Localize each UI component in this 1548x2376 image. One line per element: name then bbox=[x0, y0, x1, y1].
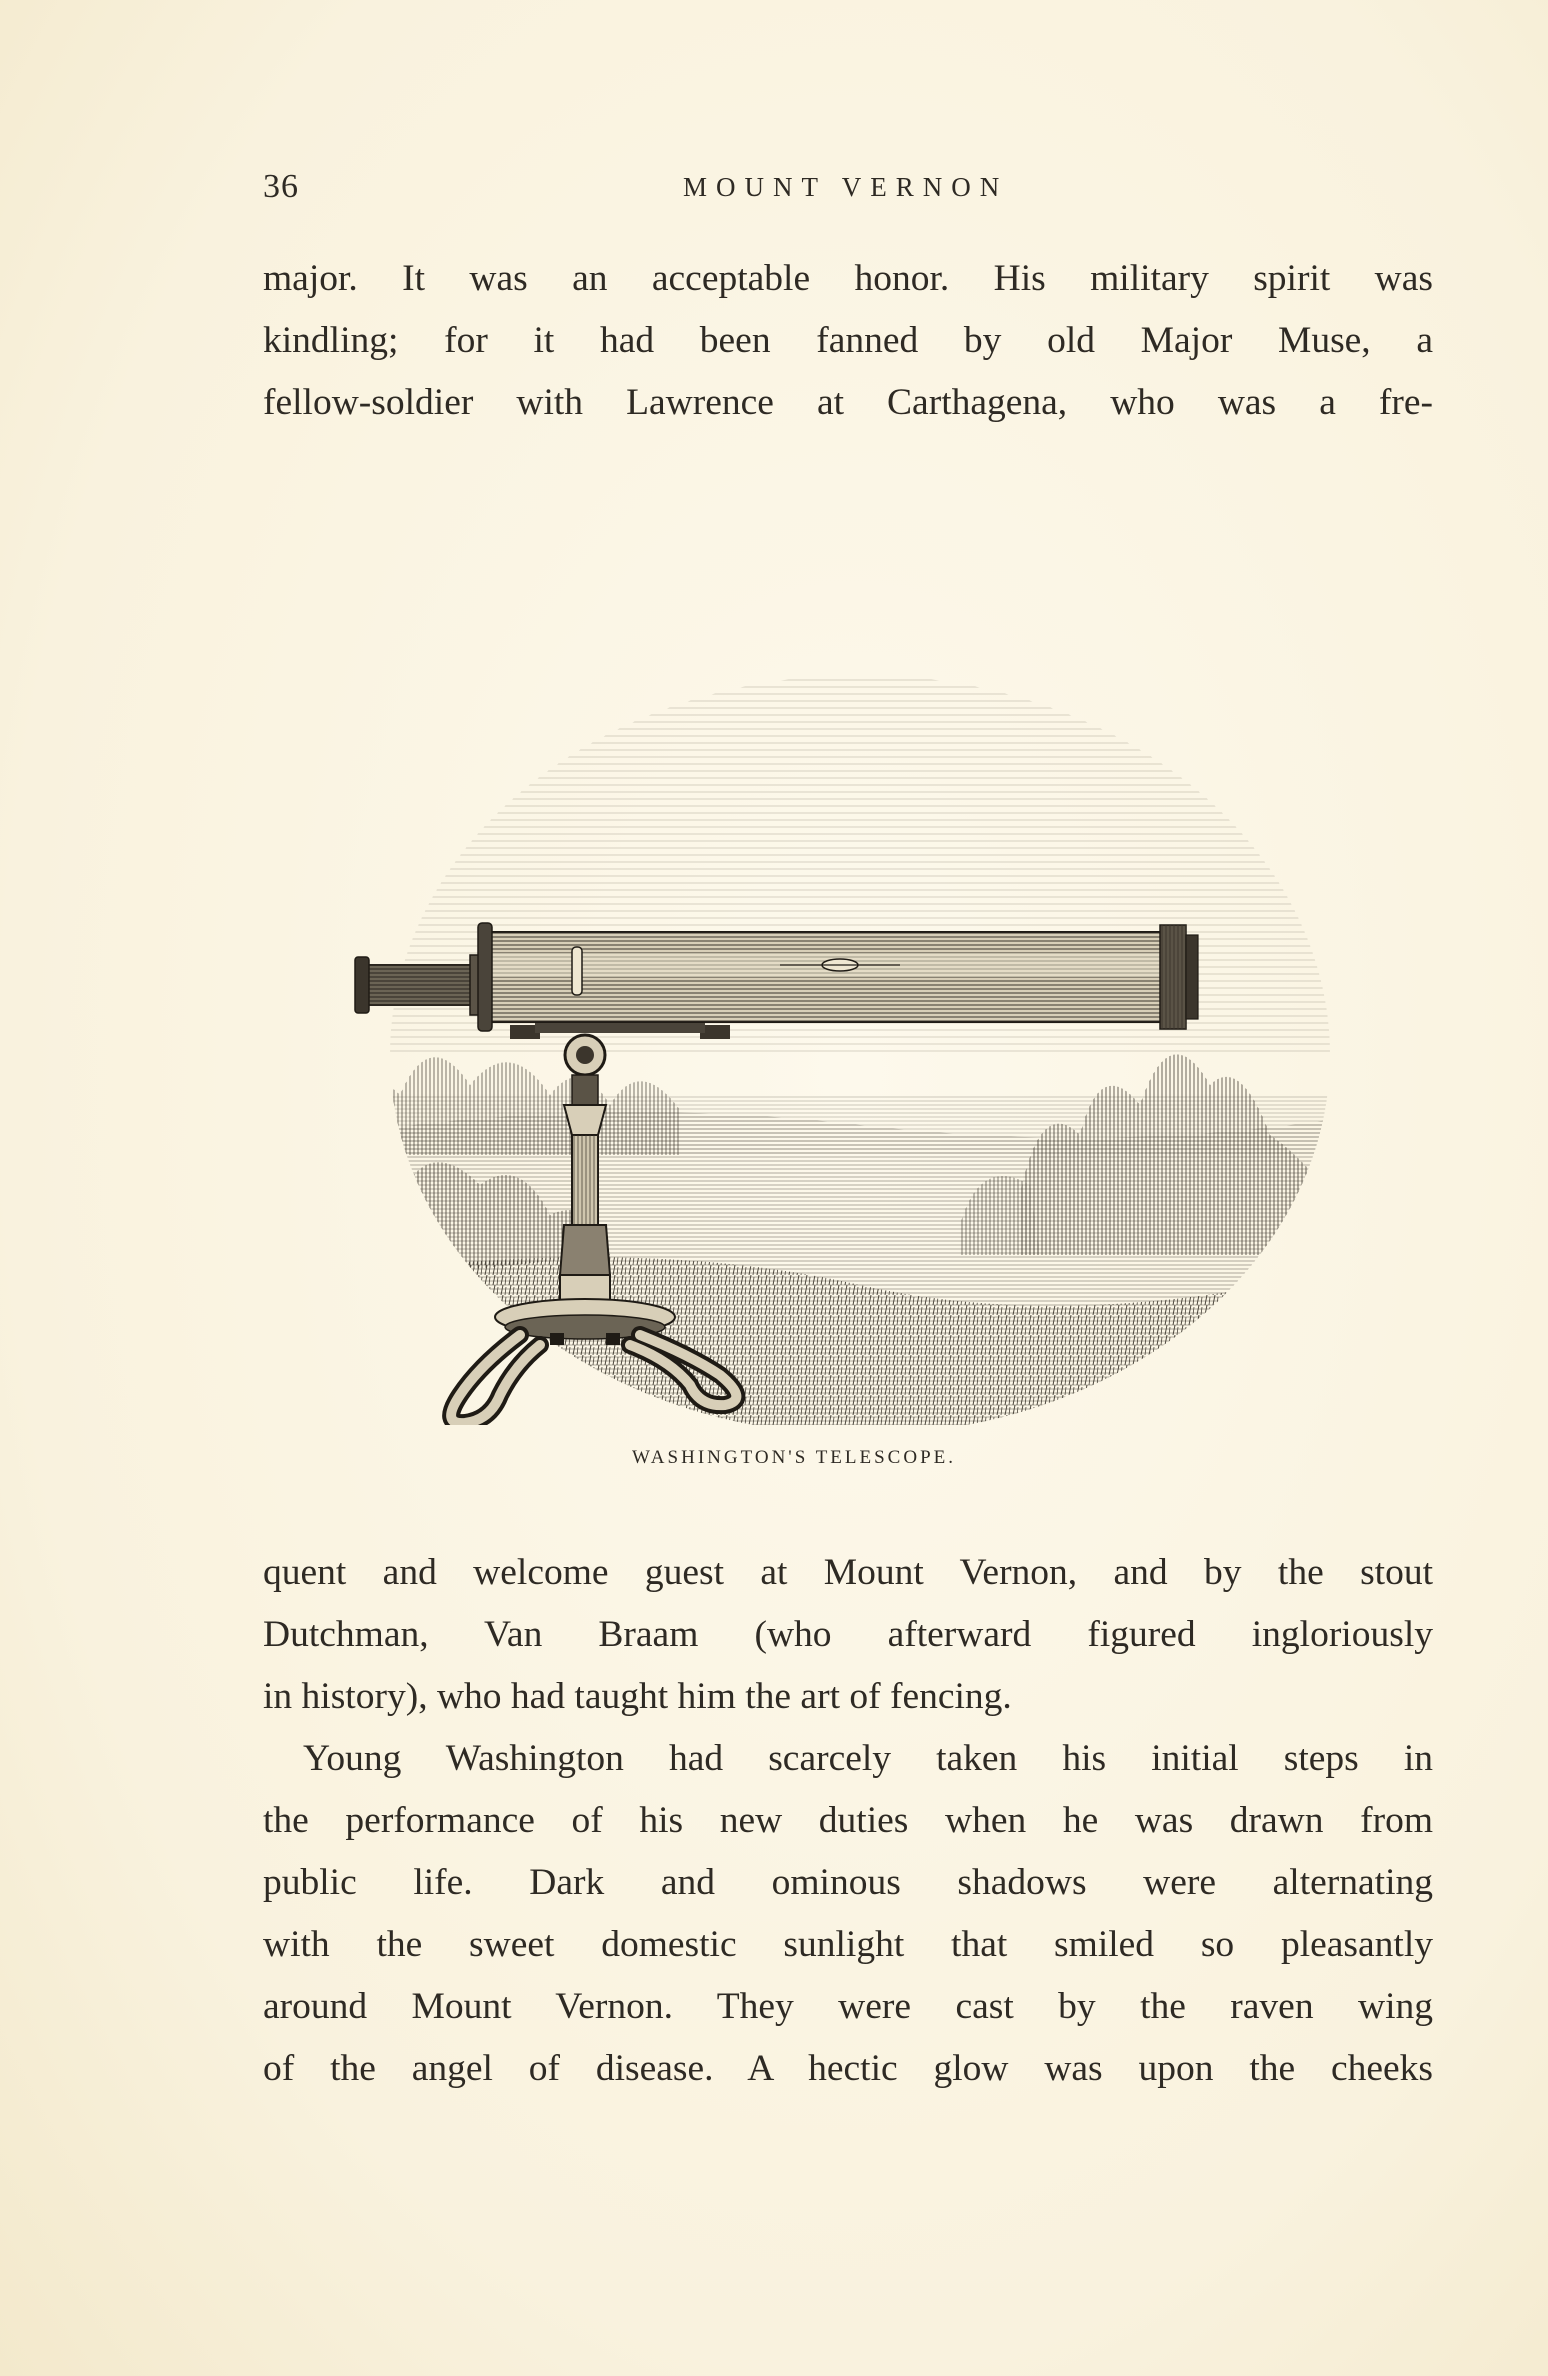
text-line: quent and welcome guest at Mount Vernon, and by the stout bbox=[263, 1552, 1433, 1593]
telescope-engraving bbox=[340, 495, 1360, 1425]
text-line: Dutchman, Van Braam (who afterward figured ingloriously bbox=[263, 1614, 1433, 1655]
text-line: of the angel of disease. A hectic glow was upon the cheeks bbox=[263, 2048, 1433, 2089]
text-line: Young Washington had scarcely taken his initial steps in bbox=[303, 1738, 1433, 1779]
text-line: around Mount Vernon. They were cast by the raven wing bbox=[263, 1986, 1433, 2027]
running-head bbox=[263, 168, 1433, 212]
text-line: with the sweet domestic sunlight that smiled so pleasantly bbox=[263, 1924, 1433, 1965]
body-paragraph bbox=[263, 1542, 1433, 1728]
text-line: major. It was an acceptable honor. His military spirit was bbox=[263, 258, 1433, 299]
text-line: public life. Dark and ominous shadows were alternating bbox=[263, 1862, 1433, 1903]
page-number: 36 bbox=[263, 168, 299, 205]
top-paragraph bbox=[263, 248, 1433, 434]
text-line: in history), who had taught him the art of fencing. bbox=[263, 1676, 1012, 1717]
text-line: fellow-soldier with Lawrence at Carthagena, who was a fre- bbox=[263, 382, 1433, 423]
telescope-tube bbox=[355, 923, 1198, 1031]
text-line: kindling; for it had been fanned by old Major Muse, a bbox=[263, 320, 1433, 361]
text-line: the performance of his new duties when he was drawn from bbox=[263, 1800, 1433, 1841]
figure-caption: WASHINGTON'S TELESCOPE. bbox=[631, 1447, 956, 1468]
running-title: MOUNT VERNON bbox=[683, 172, 1009, 202]
body-paragraph bbox=[263, 1728, 1433, 2100]
